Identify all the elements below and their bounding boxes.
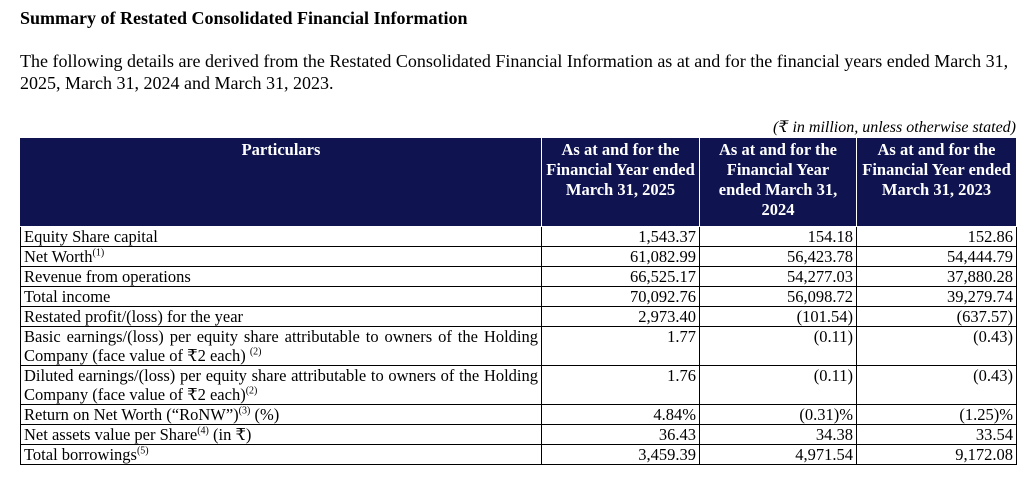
value-fy2024: 56,098.72 [700,287,857,307]
table-row [21,267,1017,287]
table-row [21,425,1017,445]
table-row [21,307,1017,327]
value-fy2023: 9,172.08 [857,445,1017,465]
value-fy2025: 3,459.39 [542,445,700,465]
row-label: Total borrowings$^{(5)}$ [21,445,542,465]
value-fy2025: 61,082.99 [542,247,700,267]
row-label: Revenue from operations [21,267,542,287]
value-fy2023: 152.86 [857,227,1017,247]
value-fy2024: 34.38 [700,425,857,445]
value-fy2023: (0.43) [857,366,1017,405]
table-row [21,366,1017,405]
value-fy2023: 37,880.28 [857,267,1017,287]
value-fy2023: 54,444.79 [857,247,1017,267]
unit-note: (₹ in million, unless otherwise stated) [772,119,1016,136]
value-fy2025: 36.43 [542,425,700,445]
header-fy2023: As at and for the Financial Year ended March 31, 2023 [857,138,1017,227]
value-fy2024: 154.18 [700,227,857,247]
table-row [21,327,1017,366]
table-row [21,247,1017,267]
table-row [21,445,1017,465]
value-fy2025: 1.77 [542,327,700,366]
page-title: Summary of Restated Consolidated Financial Information [20,8,468,28]
value-fy2023: (1.25)% [857,405,1017,425]
value-fy2025: 66,525.17 [542,267,700,287]
row-label: Basic earnings/(loss) per equity share attributable to owners of the Holding Company (face value of ₹2 each) $^{(2)}$ [21,327,542,366]
value-fy2023: (637.57) [857,307,1017,327]
header-fy2025: As at and for the Financial Year ended March 31, 2025 [542,138,700,227]
header-fy2024: As at and for the Financial Year ended March 31, 2024 [700,138,857,227]
row-label: Net Worth$^{(1)}$ [21,247,542,267]
row-label: Return on Net Worth (“RoNW”)$^{(3)}$ (%) [21,405,542,425]
value-fy2025: 4.84% [542,405,700,425]
value-fy2023: 39,279.74 [857,287,1017,307]
row-label: Diluted earnings/(loss) per equity share attributable to owners of the Holding Company (face value of ₹2 each)$^{(2)}$ [21,366,542,405]
row-label: Net assets value per Share$^{(4)}$ (in ₹) [21,425,542,445]
value-fy2024: 56,423.78 [700,247,857,267]
value-fy2024: 4,971.54 [700,445,857,465]
table-row [21,227,1017,247]
value-fy2025: 2,973.40 [542,307,700,327]
financial-summary-table [20,137,1017,465]
value-fy2024: (0.11) [700,327,857,366]
value-fy2025: 1.76 [542,366,700,405]
table-row [21,287,1017,307]
intro-paragraph: The following details are derived from the Restated Consolidated Financial Information as at and for the financial years ended March 31, 2025, March 31, 2024 and March 31, 2023. [20,51,1009,93]
value-fy2024: 54,277.03 [700,267,857,287]
row-label: Restated profit/(loss) for the year [21,307,542,327]
value-fy2023: (0.43) [857,327,1017,366]
value-fy2025: 1,543.37 [542,227,700,247]
row-label: Equity Share capital [21,227,542,247]
table-row [21,405,1017,425]
row-label: Total income [21,287,542,307]
value-fy2024: (101.54) [700,307,857,327]
header-particulars: Particulars [21,138,542,227]
value-fy2023: 33.54 [857,425,1017,445]
value-fy2024: (0.11) [700,366,857,405]
table-header-row [21,138,1017,227]
value-fy2025: 70,092.76 [542,287,700,307]
value-fy2024: (0.31)% [700,405,857,425]
